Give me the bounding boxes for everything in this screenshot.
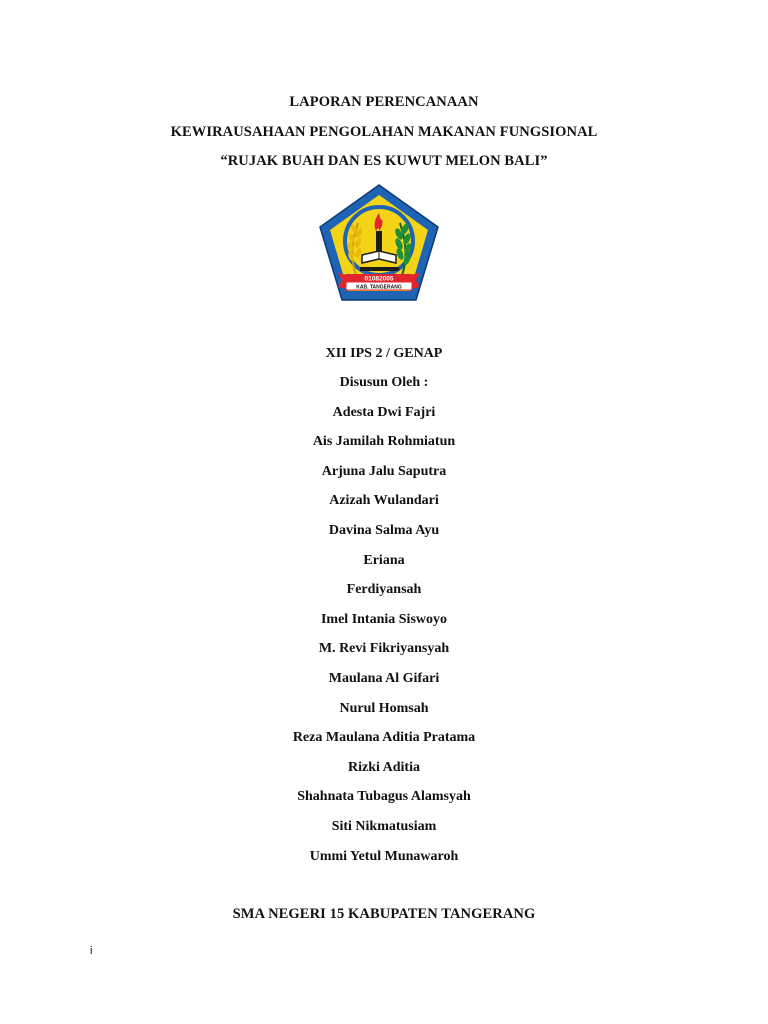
school-emblem-logo — [318, 183, 440, 303]
emblem-ribbon — [338, 273, 420, 291]
member-name: Davina Salma Ayu — [328, 523, 440, 538]
member-name: Rizki Aditia — [348, 760, 420, 775]
class-label: XII IPS 2 / GENAP — [325, 346, 443, 361]
member-name: Shahnata Tubagus Alamsyah — [297, 789, 471, 804]
member-name: Ferdiyansah — [346, 582, 422, 597]
report-title-line-2: KEWIRAUSAHAAN PENGOLAHAN MAKANAN FUNGSIONAL — [170, 124, 598, 140]
member-name: Reza Maulana Aditia Pratama — [292, 730, 476, 745]
member-name: Nurul Homsah — [339, 701, 429, 716]
member-name: Imel Intania Siswoyo — [320, 612, 448, 627]
member-name: Eriana — [363, 553, 405, 568]
emblem-dagger-icon — [360, 267, 400, 271]
emblem-year-text: 01082005 — [364, 275, 394, 283]
school-name: SMA NEGERI 15 KABUPATEN TANGERANG — [232, 906, 536, 922]
report-title-line-1: LAPORAN PERENCANAAN — [289, 94, 479, 110]
member-name: Maulana Al Gifari — [328, 671, 440, 686]
report-title-line-3: “RUJAK BUAH DAN ES KUWUT MELON BALI” — [220, 153, 548, 169]
member-name: Siti Nikmatusiam — [331, 819, 437, 834]
member-name: Azizah Wulandari — [329, 493, 439, 508]
member-name: Arjuna Jalu Saputra — [321, 464, 447, 479]
emblem-region-text: KAB. TANGERANG — [356, 284, 402, 291]
member-name: M. Revi Fikriyansyah — [318, 641, 450, 656]
compiled-by-label: Disusun Oleh : — [339, 375, 429, 390]
page-number: i — [90, 945, 93, 957]
member-name: Ummi Yetul Munawaroh — [309, 849, 459, 864]
member-name: Adesta Dwi Fajri — [332, 405, 436, 420]
member-name: Ais Jamilah Rohmiatun — [312, 434, 456, 449]
